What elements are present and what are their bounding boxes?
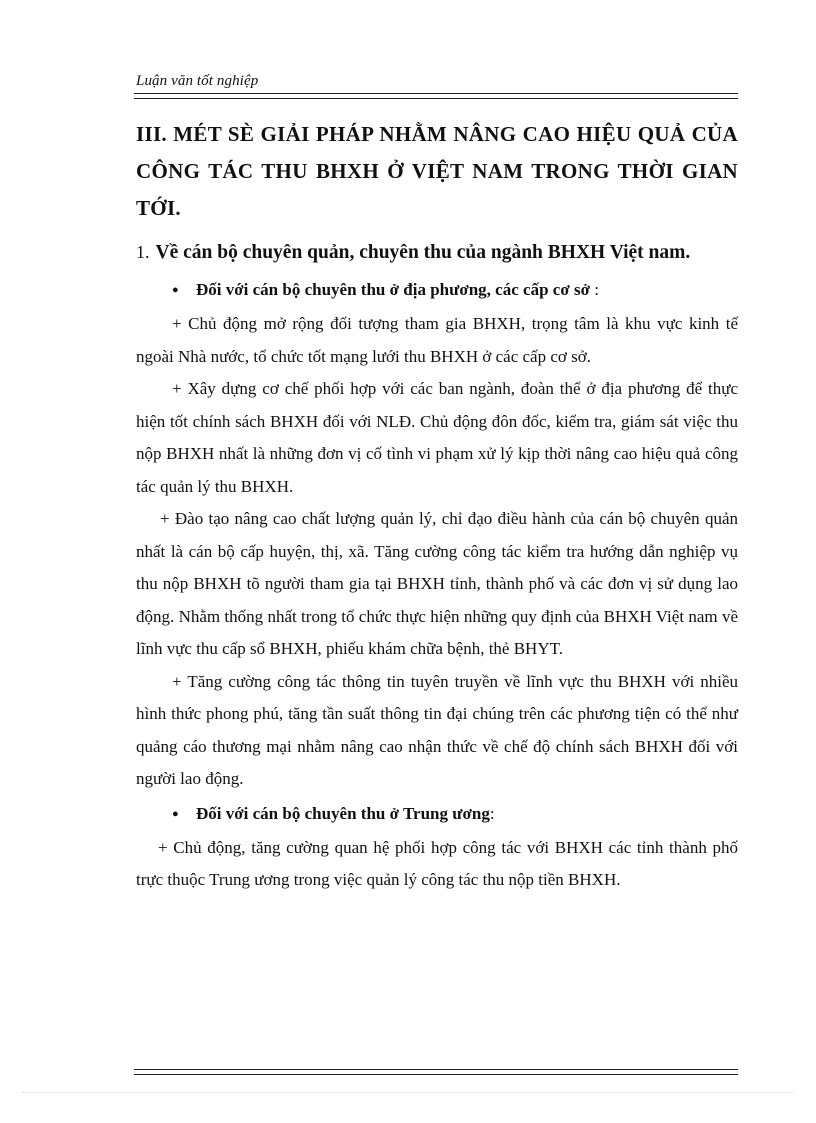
header-rule bbox=[134, 93, 738, 99]
paragraph: + Chủ động, tăng cường quan hệ phối hợp công tác với BHXH các tỉnh thành phố trực thuộc Trung ương trong việc quản lý công tác thu nộp tiền BHXH. bbox=[136, 837, 738, 889]
bullet-dot-icon: ● bbox=[172, 284, 179, 296]
bullet-label: Đối với cán bộ chuyên thu ở Trung ương bbox=[196, 803, 490, 823]
bullet-local-officers bbox=[136, 274, 738, 306]
page-edge-dotted-line bbox=[22, 1092, 794, 1093]
bullet-dot-icon: ● bbox=[172, 807, 179, 820]
paragraph: + Đào tạo nâng cao chất lượng quản lý, chỉ đạo điều hành của cán bộ chuyên quản nhất là cán bộ cấp huyện, thị, xã. Tăng cường công tác kiểm tra hướng dẫn nghiệp vụ thu nộp BHXH tõ người tham gia tại BHXH tỉnh, thành phố và các đơn vị sử dụng lao động. Nhằm thống nhất trong tổ chức thực hiện những quy định của BHXH Việt nam về lĩnh vực thu cấp sổ BHXH, phiếu khám chữa bệnh, thẻ BHYT. bbox=[136, 509, 738, 658]
bullet-central-officers bbox=[136, 798, 738, 830]
footer-rule bbox=[134, 1069, 738, 1075]
bullet-tail: : bbox=[590, 280, 599, 299]
paragraph: + Tăng cường công tác thông tin tuyên truyền về lĩnh vực thu BHXH với nhiều hình thức phong phú, tăng tần suất thông tin đại chúng trên các phương tiện có thể như quảng cáo thương mại nhằm nâng cao nhận thức về chế độ chính sách BHXH đối với người lao động. bbox=[136, 671, 738, 788]
header-title: Luận văn tốt nghiệp bbox=[136, 73, 259, 89]
document-body bbox=[136, 116, 738, 897]
paragraph: + Chủ động mở rộng đối tượng tham gia BHXH, trọng tâm là khu vực kinh tế ngoài Nhà nước, tổ chức tốt mạng lưới thu BHXH ở các cấp cơ sở. bbox=[136, 314, 738, 366]
bullet-tail: : bbox=[489, 803, 495, 823]
paragraph: + Xây dựng cơ chế phối hợp với các ban ngành, đoàn thể ở địa phương để thực hiện tốt chính sách BHXH đối với NLĐ. Chủ động đôn đốc, kiểm tra, giám sát việc thu nộp BHXH nhất là những đơn vị cố tình vi phạm xử lý kịp thời nâng cao hiệu quả công tác quản lý thu BHXH. bbox=[136, 379, 738, 496]
subsection-heading bbox=[136, 237, 738, 268]
section-heading: III. MÉT SÈ GIẢI PHÁP NHẰM NÂNG CAO HIỆU QUẢ CỦA CÔNG TÁC THU BHXH Ở VIỆT NAM TRONG THỜI GIAN TỚI. bbox=[136, 122, 738, 220]
subsection-title: Về cán bộ chuyên quản, chuyên thu của ngành BHXH Việt nam. bbox=[155, 242, 691, 263]
bullet-label: Đối với cán bộ chuyên thu ở địa phương, các cấp cơ sở bbox=[196, 280, 591, 299]
subsection-number: 1. bbox=[136, 242, 150, 262]
